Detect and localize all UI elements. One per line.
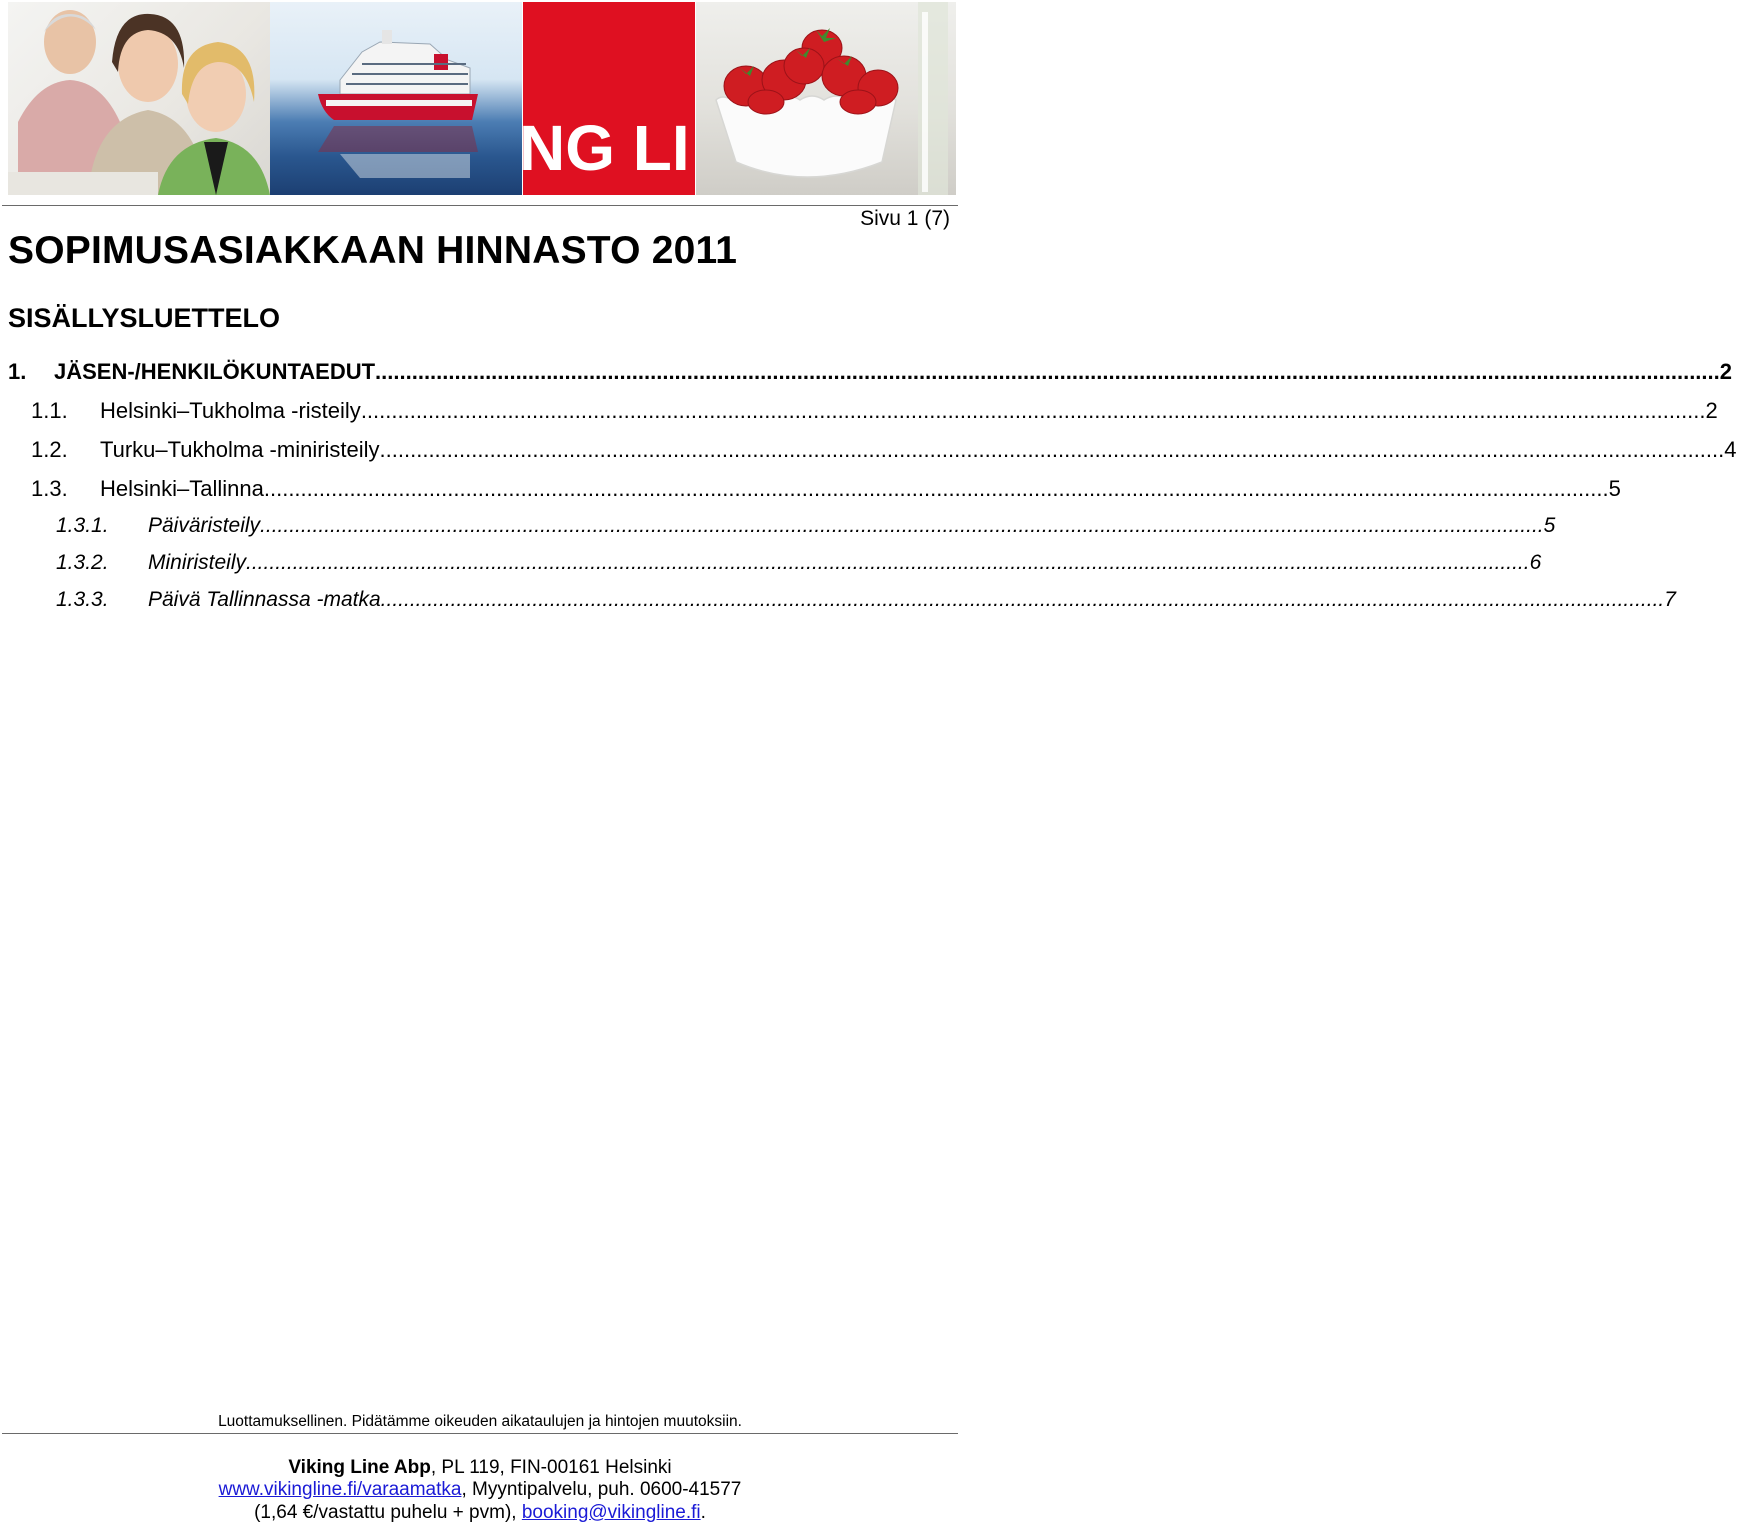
toc-entry-number: 1.1. xyxy=(31,398,68,423)
toc-entry-number: 1.3.2. xyxy=(56,551,109,574)
header-banner xyxy=(8,2,956,195)
toc-leader-dots: ............................................................................................................................................................................................................................ xyxy=(263,476,1609,501)
logo-text-graphic xyxy=(519,2,695,195)
toc-leader-dots: ............................................................................................................................................................................................................................ xyxy=(260,514,1544,537)
confidentiality-note: Luottamuksellinen. Pidätämme oikeuden aikataulujen ja hintojen muutoksiin. xyxy=(218,1413,742,1430)
strawberry-bowl-illustration xyxy=(696,2,956,195)
strawberries-photo xyxy=(696,2,956,195)
toc-entry-title: Helsinki–Tukholma -risteily xyxy=(100,398,361,423)
toc-entry-1-2[interactable] xyxy=(31,437,1737,463)
toc-entry-title: JÄSEN-/HENKILÖKUNTAEDUT xyxy=(54,359,376,384)
toc-entry-1-3-1[interactable] xyxy=(56,514,1556,538)
header-divider xyxy=(2,205,958,206)
toc-entry-number: 1. xyxy=(8,359,27,384)
toc-entry-page: 7 xyxy=(1664,588,1676,611)
footer-price-line xyxy=(0,1502,960,1524)
footer-address-line xyxy=(0,1457,960,1479)
toc-entry-title: Turku–Tukholma -miniristeily xyxy=(100,437,380,462)
toc-entry-title: Päiväristeily xyxy=(148,514,261,537)
toc-entry-title: Päivä Tallinnassa -matka xyxy=(148,588,381,611)
toc-leader-dots: ............................................................................................................................................................................................................................ xyxy=(246,551,1530,574)
toc-entry-1[interactable] xyxy=(8,359,1733,385)
sales-phone: , Myyntipalvelu, puh. 0600-41577 xyxy=(461,1479,742,1500)
document-title: SOPIMUSASIAKKAAN HINNASTO 2011 xyxy=(8,229,738,272)
footer-end-punct: . xyxy=(700,1502,706,1523)
toc-leader-dots: ............................................................................................................................................................................................................................ xyxy=(379,437,1725,462)
toc-leader-dots: ............................................................................................................................................................................................................................ xyxy=(375,359,1720,384)
ship-photo xyxy=(270,2,522,195)
booking-web-link[interactable]: www.vikingline.fi/varaamatka xyxy=(218,1479,462,1500)
toc-entry-1-1[interactable] xyxy=(31,398,1718,424)
footer-divider xyxy=(2,1433,958,1434)
call-price-note: (1,64 €/vastattu puhelu + pvm), xyxy=(254,1502,522,1523)
viking-line-logo xyxy=(519,2,695,195)
page-number: Sivu 1 (7) xyxy=(860,207,950,230)
footer-contact-line xyxy=(0,1479,960,1501)
toc-leader-dots: ............................................................................................................................................................................................................................ xyxy=(360,398,1706,423)
toc-entry-1-3[interactable] xyxy=(31,476,1621,502)
ship-illustration xyxy=(270,2,522,195)
toc-entry-page: 6 xyxy=(1529,551,1542,574)
company-name: Viking Line Abp xyxy=(288,1457,431,1478)
toc-entry-number: 1.3. xyxy=(31,476,68,501)
toc-entry-number: 1.3.3. xyxy=(56,588,109,611)
toc-entry-1-3-2[interactable] xyxy=(56,551,1542,575)
toc-entry-number: 1.2. xyxy=(31,437,68,462)
toc-entry-title: Helsinki–Tallinna xyxy=(100,476,264,501)
toc-entry-1-3-3[interactable] xyxy=(56,588,1676,612)
toc-entry-page: 5 xyxy=(1543,514,1556,537)
toc-entry-number: 1.3.1. xyxy=(56,514,109,537)
company-address: , PL 119, FIN-00161 Helsinki xyxy=(430,1457,672,1478)
toc-leader-dots: ............................................................................................................................................................................................................................ xyxy=(380,588,1665,611)
toc-entry-page: 2 xyxy=(1705,398,1718,423)
toc-entry-page: 5 xyxy=(1608,476,1621,501)
people-illustration xyxy=(8,2,270,195)
svg-text:NG LI: NG LI xyxy=(519,112,690,184)
toc-entry-page: 4 xyxy=(1724,437,1737,462)
booking-email-link[interactable]: booking@vikingline.fi xyxy=(521,1502,701,1523)
people-photo xyxy=(8,2,270,195)
toc-entry-page: 2 xyxy=(1719,359,1733,384)
toc-heading: SISÄLLYSLUETTELO xyxy=(8,303,281,333)
toc-entry-title: Miniristeily xyxy=(148,551,247,574)
